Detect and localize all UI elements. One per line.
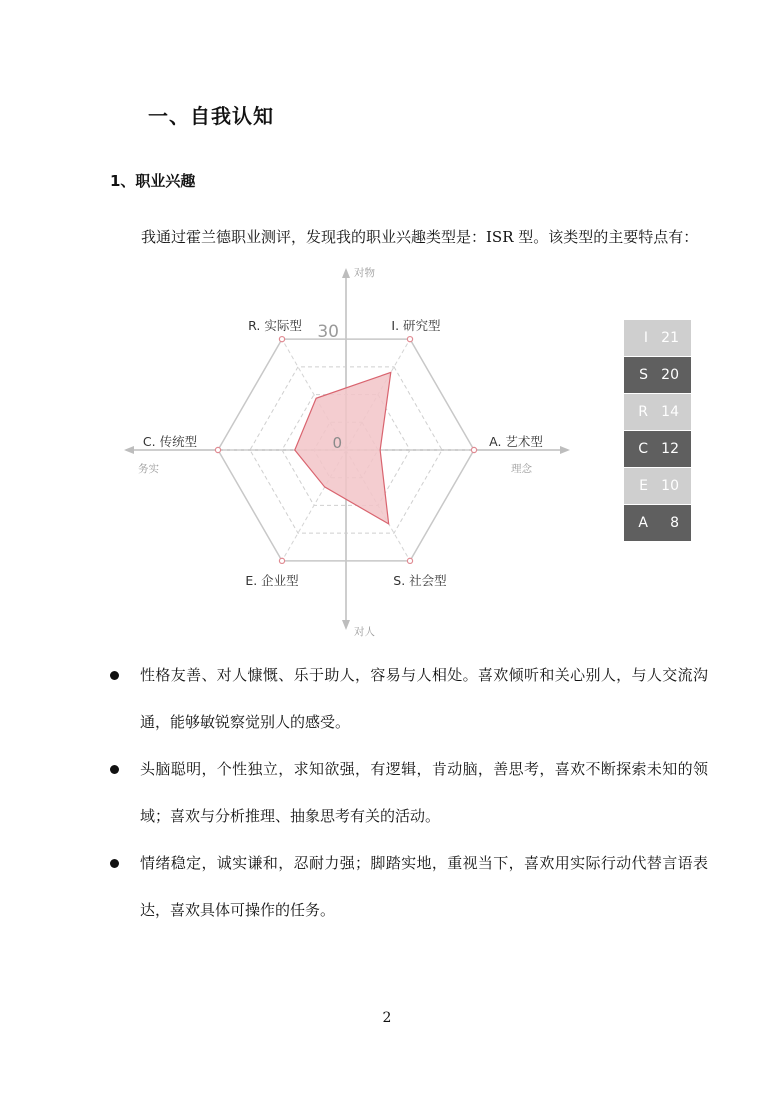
score-value: 10 xyxy=(661,478,679,494)
score-code: I xyxy=(643,330,648,346)
list-item-text: 头脑聪明，个性独立，求知欲强，有逻辑，肯动脑，善思考，喜欢不断探索未知的领域；喜欢与分析推理、抽象思考有关的活动。 xyxy=(140,760,708,825)
bullet-dot-icon xyxy=(110,765,119,774)
axis-category-label: R. 实际型 xyxy=(248,318,302,333)
direction-label: 务实 xyxy=(138,463,159,475)
radar-vertex-dot xyxy=(471,447,476,452)
axis-category-label: C. 传统型 xyxy=(142,434,198,449)
list-item xyxy=(108,840,708,934)
trait-list xyxy=(108,652,708,934)
list-item-text: 性格友善、对人慷慨、乐于助人，容易与人相处。喜欢倾听和关心别人，与人交流沟通，能够敏锐察觉别人的感受。 xyxy=(140,666,708,731)
score-code: E xyxy=(639,478,648,494)
score-row xyxy=(624,505,691,541)
scale-max-label: 30 xyxy=(317,322,339,342)
radar-vertex-dot xyxy=(279,558,284,563)
score-code: R xyxy=(638,404,648,420)
score-row xyxy=(624,468,691,504)
direction-label: 理念 xyxy=(511,463,532,475)
arrow-right-icon xyxy=(560,446,570,454)
direction-label: 对人 xyxy=(354,626,375,638)
score-value: 8 xyxy=(670,515,679,531)
radar-vertex-dot xyxy=(279,337,284,342)
page-number: 2 xyxy=(382,1010,392,1026)
radar-data-area xyxy=(295,372,391,523)
score-row xyxy=(624,357,691,393)
scale-min-label: 0 xyxy=(332,434,342,452)
score-value: 21 xyxy=(661,330,679,346)
intro-paragraph: 我通过霍兰德职业测评，发现我的职业兴趣类型是：ISR 型。该类型的主要特点有： xyxy=(141,228,699,246)
radar-vertex-dot xyxy=(407,558,412,563)
arrow-down-icon xyxy=(342,620,350,630)
bullet-dot-icon xyxy=(110,671,119,680)
axis-category-label: I. 研究型 xyxy=(391,318,441,333)
bullet-dot-icon xyxy=(110,859,119,868)
radar-vertex-dot xyxy=(407,337,412,342)
list-item xyxy=(108,652,708,746)
list-item xyxy=(108,746,708,840)
score-row xyxy=(624,394,691,430)
score-value: 20 xyxy=(661,367,679,383)
score-panel xyxy=(624,320,691,542)
arrow-left-icon xyxy=(124,446,134,454)
radar-vertex-dot xyxy=(215,447,220,452)
subsection-heading: 1、职业兴趣 xyxy=(110,172,196,190)
score-value: 12 xyxy=(661,441,679,457)
holland-radar-chart xyxy=(120,258,580,646)
axis-category-label: S. 社会型 xyxy=(393,573,447,588)
score-row xyxy=(624,431,691,467)
direction-label: 对物 xyxy=(354,267,375,279)
score-code: A xyxy=(638,515,648,531)
list-item-text: 情绪稳定，诚实谦和，忍耐力强；脚踏实地，重视当下，喜欢用实际行动代替言语表达，喜欢具体可操作的任务。 xyxy=(140,854,708,919)
score-row xyxy=(624,320,691,356)
score-code: C xyxy=(638,441,648,457)
arrow-up-icon xyxy=(342,268,350,278)
axis-category-label: E. 企业型 xyxy=(245,573,299,588)
score-code: S xyxy=(639,367,648,383)
score-value: 14 xyxy=(661,404,679,420)
axis-category-label: A. 艺术型 xyxy=(489,434,543,449)
section-heading: 一、自我认知 xyxy=(148,104,274,128)
